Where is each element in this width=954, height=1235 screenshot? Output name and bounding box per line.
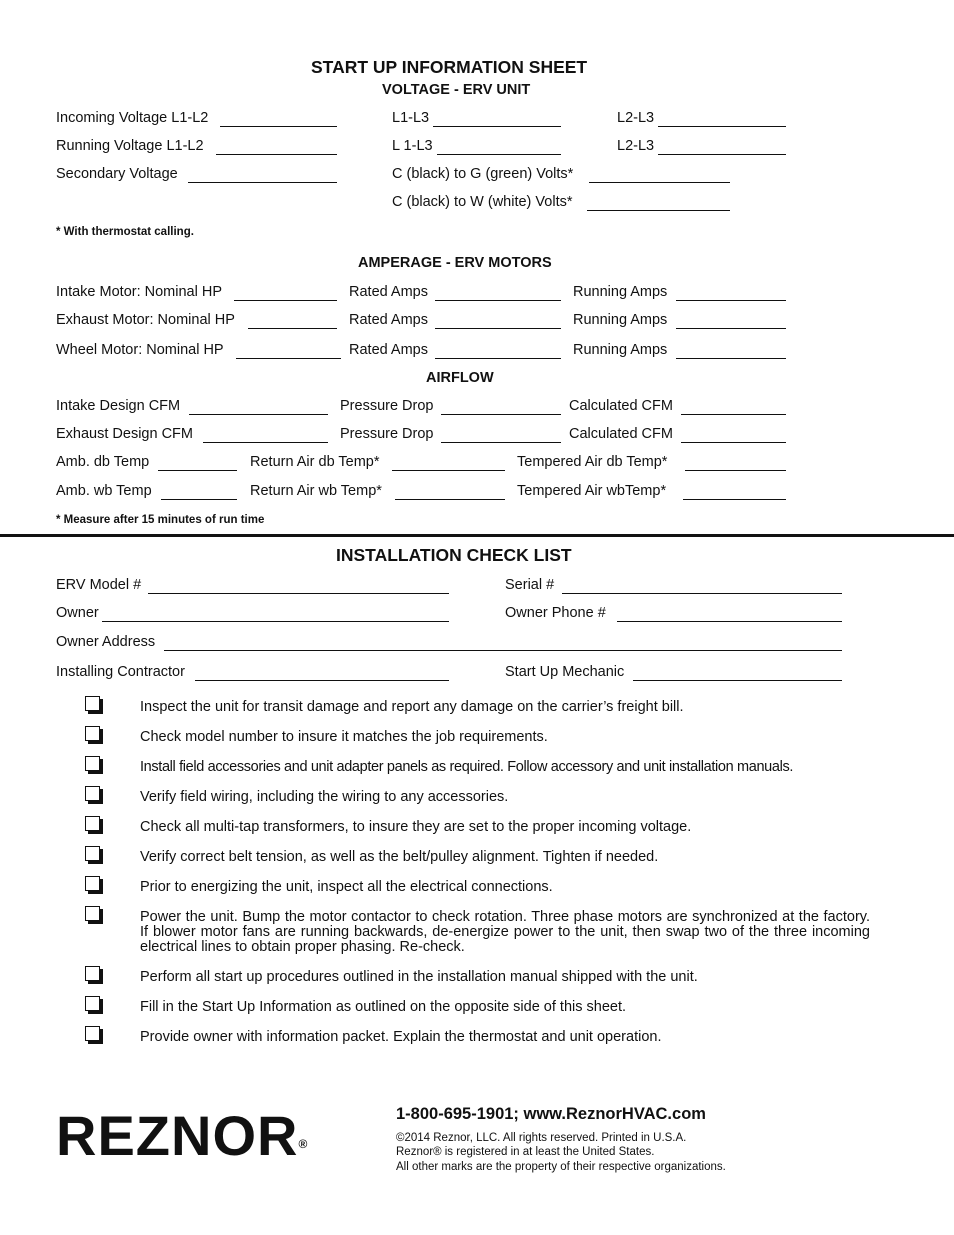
copyright-text: ©2014 Reznor, LLC. All rights reserved. Printed in U.S.A. — [396, 1132, 687, 1144]
incoming-l1l3-field[interactable] — [433, 126, 561, 127]
contact-line: 1-800-695-1901; www.ReznorHVAC.com — [396, 1105, 706, 1123]
running-l2l3-field[interactable] — [658, 154, 786, 155]
exhaust-running-label: Running Amps — [573, 312, 668, 328]
checklist-item: Power the unit. Bump the motor contactor to check rotation. Three phase motors are synchronized at the factory. If blower motor fans are running backwards, de-energize power to the unit, then swap two of the three incoming electrical lines to obtain proper phasing. Re-check. — [140, 909, 870, 955]
return-db-label: Return Air db Temp* — [250, 454, 380, 470]
owner-field[interactable] — [102, 621, 449, 622]
checklist-item: Provide owner with information packet. Explain the thermostat and unit operation. — [140, 1029, 662, 1045]
c-to-g-label: C (black) to G (green) Volts* — [392, 166, 574, 182]
checkbox-icon[interactable] — [85, 696, 100, 711]
wheel-hp-field[interactable] — [236, 358, 341, 359]
checkbox-icon[interactable] — [85, 1026, 100, 1041]
checkbox-icon[interactable] — [85, 786, 100, 801]
intake-cfm-label: Intake Design CFM — [56, 398, 181, 414]
checklist-item: Verify field wiring, including the wiring to any accessories. — [140, 789, 509, 805]
intake-pressure-field[interactable] — [441, 414, 561, 415]
checklist-item: Install field accessories and unit adapter panels as required. Follow accessory and unit installation manuals. — [140, 759, 794, 775]
c-to-w-label: C (black) to W (white) Volts* — [392, 194, 573, 210]
intake-cfm-field[interactable] — [189, 414, 328, 415]
checklist-item: Verify correct belt tension, as well as the belt/pulley alignment. Tighten if needed. — [140, 849, 659, 865]
tempered-db-label: Tempered Air db Temp* — [517, 454, 668, 470]
exhaust-calculated-label: Calculated CFM — [569, 426, 673, 442]
intake-pressure-label: Pressure Drop — [340, 398, 434, 414]
intake-calculated-label: Calculated CFM — [569, 398, 673, 414]
section-divider — [0, 534, 954, 537]
voltage-heading: VOLTAGE - ERV UNIT — [382, 82, 531, 98]
mechanic-label: Start Up Mechanic — [505, 664, 625, 680]
exhaust-motor-label: Exhaust Motor: Nominal HP — [56, 312, 235, 328]
checkbox-icon[interactable] — [85, 846, 100, 861]
checkbox-icon[interactable] — [85, 876, 100, 891]
erv-model-field[interactable] — [148, 593, 449, 594]
checklist-item: Check all multi-tap transformers, to insure they are set to the proper incoming voltage. — [140, 819, 692, 835]
wheel-running-label: Running Amps — [573, 342, 668, 358]
mechanic-field[interactable] — [633, 680, 842, 681]
serial-field[interactable] — [562, 593, 842, 594]
exhaust-pressure-label: Pressure Drop — [340, 426, 434, 442]
amb-wb-field[interactable] — [161, 499, 237, 500]
checkbox-icon[interactable] — [85, 996, 100, 1011]
running-voltage-label: Running Voltage L1-L2 — [56, 138, 204, 154]
reznor-logo — [56, 1106, 308, 1166]
intake-running-label: Running Amps — [573, 284, 668, 300]
c-to-w-field[interactable] — [587, 210, 730, 211]
running-l2l3-label: L2-L3 — [617, 138, 655, 154]
exhaust-hp-field[interactable] — [248, 328, 337, 329]
intake-motor-label: Intake Motor: Nominal HP — [56, 284, 223, 300]
owner-address-label: Owner Address — [56, 634, 156, 650]
intake-running-field[interactable] — [676, 300, 786, 301]
incoming-voltage-field[interactable] — [220, 126, 337, 127]
exhaust-cfm-field[interactable] — [203, 442, 328, 443]
exhaust-rated-field[interactable] — [435, 328, 561, 329]
running-l1l3-label: L 1-L3 — [392, 138, 433, 154]
thermostat-note: * With thermostat calling. — [56, 226, 194, 238]
intake-hp-field[interactable] — [234, 300, 337, 301]
tempered-db-field[interactable] — [685, 470, 786, 471]
tempered-wb-label: Tempered Air wbTemp* — [517, 483, 667, 499]
checklist-item: Perform all start up procedures outlined in the installation manual shipped with the unit. — [140, 969, 698, 985]
contractor-label: Installing Contractor — [56, 664, 185, 680]
amb-db-field[interactable] — [158, 470, 237, 471]
incoming-l2l3-label: L2-L3 — [617, 110, 655, 126]
erv-model-label: ERV Model # — [56, 577, 142, 593]
registered-text: Reznor® is registered in at least the United States. — [396, 1146, 655, 1158]
tempered-wb-field[interactable] — [683, 499, 786, 500]
wheel-rated-field[interactable] — [435, 358, 561, 359]
checklist-title: INSTALLATION CHECK LIST — [336, 545, 572, 565]
amperage-heading: AMPERAGE - ERV MOTORS — [358, 255, 552, 271]
exhaust-pressure-field[interactable] — [441, 442, 561, 443]
checkbox-icon[interactable] — [85, 726, 100, 741]
amb-db-label: Amb. db Temp — [56, 454, 150, 470]
incoming-voltage-label: Incoming Voltage L1-L2 — [56, 110, 209, 126]
checklist-item: Fill in the Start Up Information as outlined on the opposite side of this sheet. — [140, 999, 627, 1015]
running-voltage-field[interactable] — [216, 154, 337, 155]
running-l1l3-field[interactable] — [437, 154, 561, 155]
checklist-item: Check model number to insure it matches the job requirements. — [140, 729, 548, 745]
checkbox-icon[interactable] — [85, 756, 100, 771]
return-wb-label: Return Air wb Temp* — [250, 483, 382, 499]
owner-phone-label: Owner Phone # — [505, 605, 606, 621]
marks-text: All other marks are the property of their respective organizations. — [396, 1161, 726, 1173]
checkbox-icon[interactable] — [85, 966, 100, 981]
incoming-l1l3-label: L1-L3 — [392, 110, 430, 126]
serial-label: Serial # — [505, 577, 555, 593]
secondary-voltage-field[interactable] — [188, 182, 337, 183]
exhaust-calculated-field[interactable] — [681, 442, 786, 443]
intake-calculated-field[interactable] — [681, 414, 786, 415]
run-time-note: * Measure after 15 minutes of run time — [56, 514, 265, 526]
checkbox-icon[interactable] — [85, 816, 100, 831]
checklist-item: Inspect the unit for transit damage and report any damage on the carrier’s freight bill. — [140, 699, 684, 715]
registered-mark: ® — [298, 1137, 309, 1151]
owner-address-field[interactable] — [164, 650, 842, 651]
owner-label: Owner — [56, 605, 99, 621]
return-wb-field[interactable] — [395, 499, 505, 500]
exhaust-running-field[interactable] — [676, 328, 786, 329]
wheel-running-field[interactable] — [676, 358, 786, 359]
amb-wb-label: Amb. wb Temp — [56, 483, 152, 499]
secondary-voltage-label: Secondary Voltage — [56, 166, 178, 182]
intake-rated-field[interactable] — [435, 300, 561, 301]
logo-text: REZNOR — [56, 1104, 299, 1167]
page-title: START UP INFORMATION SHEET — [311, 57, 588, 77]
owner-phone-field[interactable] — [617, 621, 842, 622]
c-to-g-field[interactable] — [589, 182, 730, 183]
airflow-heading: AIRFLOW — [426, 370, 494, 386]
exhaust-rated-label: Rated Amps — [349, 312, 428, 328]
wheel-motor-label: Wheel Motor: Nominal HP — [56, 342, 224, 358]
checkbox-icon[interactable] — [85, 906, 100, 921]
checklist-item: Prior to energizing the unit, inspect all the electrical connections. — [140, 879, 553, 895]
exhaust-cfm-label: Exhaust Design CFM — [56, 426, 193, 442]
incoming-l2l3-field[interactable] — [658, 126, 786, 127]
wheel-rated-label: Rated Amps — [349, 342, 428, 358]
return-db-field[interactable] — [392, 470, 505, 471]
contractor-field[interactable] — [195, 680, 449, 681]
intake-rated-label: Rated Amps — [349, 284, 428, 300]
